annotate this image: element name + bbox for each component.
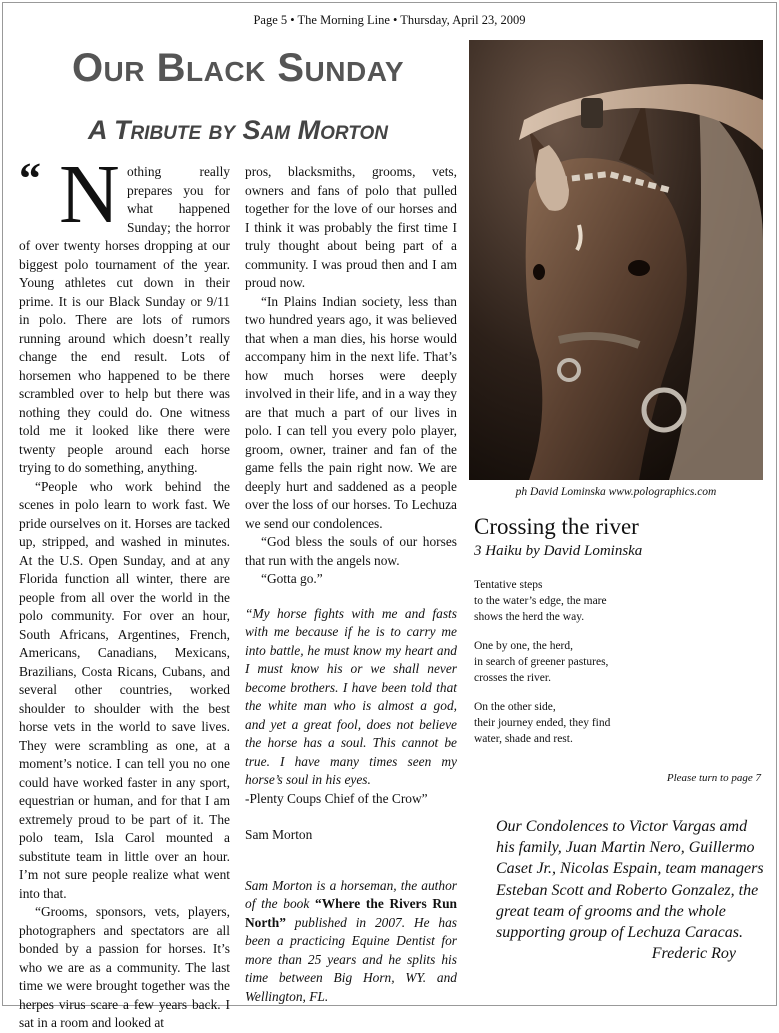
haiku-line: One by one, the herd, — [474, 640, 573, 652]
haiku-line: shows the herd the way. — [474, 611, 585, 623]
haiku-stanza — [474, 638, 608, 686]
haiku-line: crosses the river. — [474, 672, 551, 684]
article-column-2 — [245, 163, 457, 1006]
paragraph: “People who work behind the scenes in polo learn to work fast. We pride ourselves on it. Horses are tacked up, stripped, and washed in minutes. At the U.S. Open Sunday, and at any Florida function all winter, there are people from all over the world in the polo community. For over an hour, South Africans, Argentines, French, Americans, Canadians, Mexicans, Brazilians, Costa Ricans, Cubans, and several other countries, worked shoulder to shoulder with the best horse vets in the world to save lives. They were scrambling as one, at a moment’s notice. I can tell you no one could have worked faster in any sport, equestrian or human, and for that I am extremely proud to be part of it. The polo team, Isla Carol mounted a substitute team in little over an hour. I’m not sure people realize what went into that. — [19, 478, 230, 901]
haiku-line: Tentative steps — [474, 579, 543, 591]
haiku-line: to the water’s edge, the mare — [474, 595, 607, 607]
haiku-stanza — [474, 577, 607, 625]
poem-subtitle: 3 Haiku by David Lominska — [474, 543, 643, 559]
paragraph: “God bless the souls of our horses that run with the angels now. — [245, 534, 457, 568]
paragraph: “Gotta go.” — [261, 571, 323, 586]
quote-attribution: -Plenty Coups Chief of the Crow” — [245, 790, 428, 806]
continue-note: Please turn to page 7 — [666, 772, 761, 784]
bio-text-end: published in 2007. He has been a practicing Equine Dentist for more than 25 years and he splits his time between Big Horn, WY. and Wellington, FL. — [245, 914, 457, 1004]
author-bio — [245, 877, 457, 1007]
horse-photo — [469, 40, 763, 480]
paragraph-text: othing really prepares you for what happened Sunday; the horror of over twenty horses dropping at our biggest polo tournament of the year. Young athletes cut down in their prime. It is our Black Sunday or 9/11 in polo. There are lots of rumors running around which doesn’t really change the end result. Lots of horsemen who happened to be there scrambled over to help but there was nothing they could do. One witness told me it looked like there were twenty people around each horse trying to do something, anything. — [19, 164, 230, 475]
poem-title: Crossing the river — [474, 514, 639, 539]
drop-cap — [19, 148, 123, 241]
haiku-line: water, shade and rest. — [474, 733, 573, 745]
drop-cap-quote: “ — [19, 154, 41, 203]
photo-caption: ph David Lominska www.polographics.com — [515, 486, 717, 498]
author-signature: Sam Morton — [245, 827, 313, 842]
haiku-line: in search of greener pastures, — [474, 656, 609, 668]
paragraph: pros, blacksmiths, grooms, vets, owners and fans of polo that pulled together for the love of our horses and I think it was probably the first time I truly thought about being part of a community. I was proud then and I am proud now. — [245, 164, 457, 290]
haiku-line: On the other side, — [474, 701, 556, 713]
article-headline: Our Black Sunday — [71, 46, 405, 90]
bio-text: Sam Morton is a horseman, the author of the book — [245, 877, 457, 911]
condolence-signature: Frederic Roy — [651, 945, 736, 963]
drop-cap-letter: N — [59, 148, 120, 241]
paragraph: “In Plains Indian society, less than two hundred years ago, it was believed that when a man dies, his horse would accompany him in the next life. That’s how much horses were deeply involved in their life, and in a way they are that much a part of our lives in polo. I can tell you every polo player, groom, owner, trainer and fan of the game fells the pain right now. We are deeply hurt and saddened as a people over the loss of our horses. To Lechuza we send our condolences. — [245, 293, 457, 531]
condolence-notice — [496, 816, 766, 964]
page-header: Page 5 • The Morning Line • Thursday, April 23, 2009 — [253, 13, 526, 27]
paragraph: “Grooms, sponsors, vets, players, photographers and spectators are all bonded by a passion for horses. It’s who we are as a community. The last time we were brought together was the herpes virus scare a few years back. I sat in a room and looked at — [19, 904, 230, 1030]
horse-illustration — [469, 40, 763, 480]
haiku-line: their journey ended, they find — [474, 717, 611, 729]
article-subhead: A Tribute by Sam Morton — [87, 115, 389, 145]
article-column-1 — [19, 148, 230, 1033]
haiku-stanza — [474, 699, 610, 747]
quote-block — [245, 605, 457, 809]
paragraph — [19, 148, 230, 478]
quote-text: “My horse fights with me and fasts with me because if he is to carry me into battle, he must know my heart and I must know his or we shall never become brothers. I have been told that the white man who is almost a god, and yet a great fool, does not believe the horse has a soul. This cannot be true. I have many times seen my horse’s soul in his eyes. — [245, 605, 457, 787]
condolence-text: Our Condolences to Victor Vargas amd his family, Juan Martin Nero, Guillermo Caset Jr., Nicolas Espain, team managers Esteban Scott and Roberto Gonzalez, the great team of grooms and the whole supporting group of Lechuza Caracas. — [496, 818, 764, 942]
book-title: “Where the Rivers Run North” — [245, 896, 457, 930]
